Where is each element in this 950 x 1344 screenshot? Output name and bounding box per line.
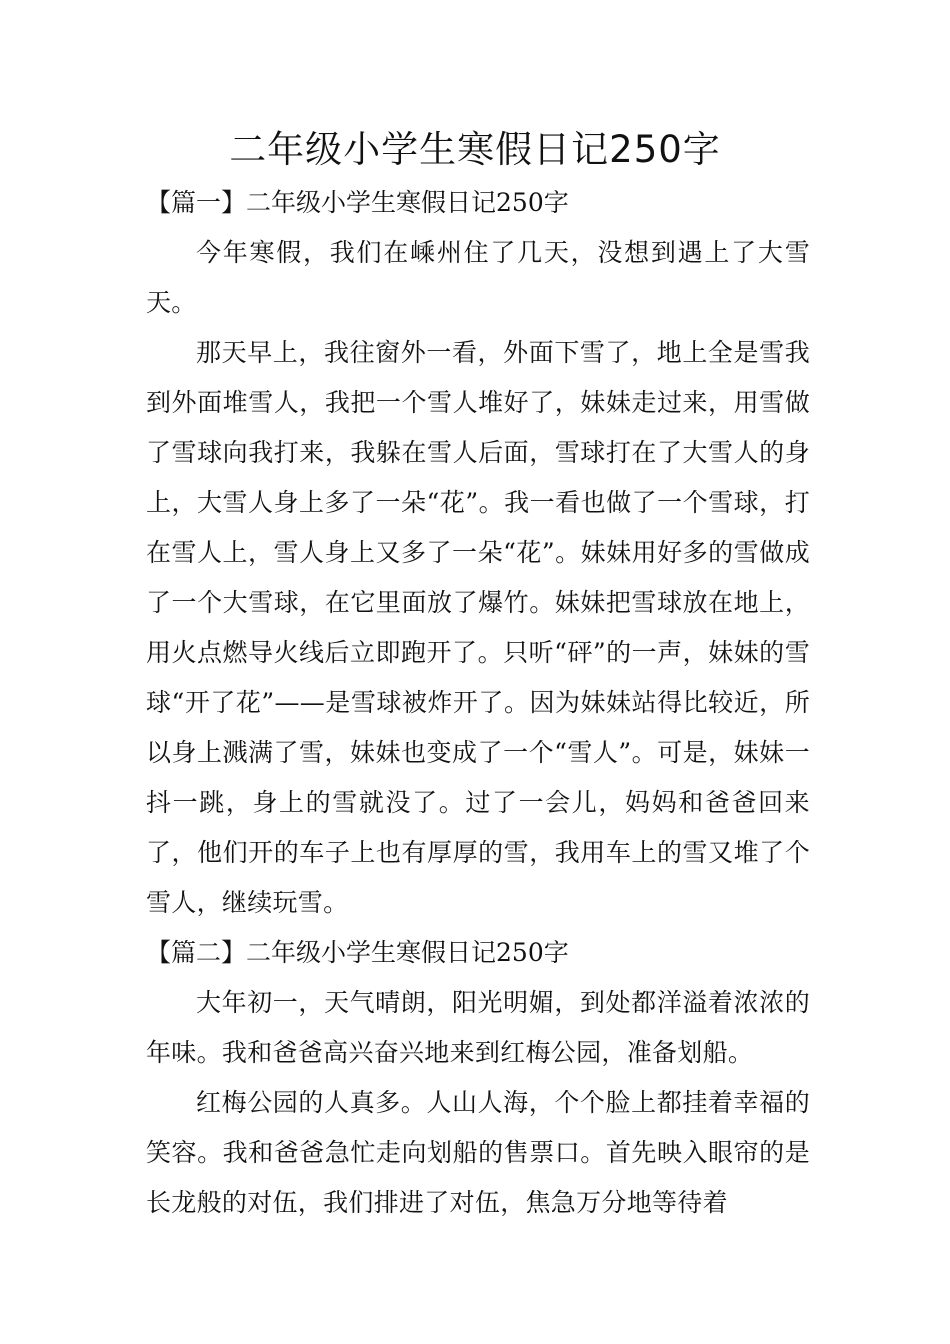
section-1 bbox=[146, 178, 810, 928]
section-heading: 【篇二】二年级小学生寒假日记250字 bbox=[146, 938, 569, 967]
document-body bbox=[146, 178, 810, 1228]
paragraph: 红梅公园的人真多。人山人海，个个脸上都挂着幸福的笑容。我和爸爸急忙走向划船的售票口。首先映入眼帘的是长龙般的对伍，我们排进了对伍，焦急万分地等待着 bbox=[146, 1088, 810, 1217]
page-title: 二年级小学生寒假日记250字 bbox=[229, 128, 721, 171]
paragraph: 今年寒假，我们在嵊州住了几天，没想到遇上了大雪天。 bbox=[146, 238, 810, 317]
paragraph: 大年初一，天气晴朗，阳光明媚，到处都洋溢着浓浓的年味。我和爸爸高兴奋兴地来到红梅公园，准备划船。 bbox=[146, 988, 810, 1067]
section-heading: 【篇一】二年级小学生寒假日记250字 bbox=[146, 188, 569, 217]
paragraph: 那天早上，我往窗外一看，外面下雪了，地上全是雪我到外面堆雪人，我把一个雪人堆好了，妹妹走过来，用雪做了雪球向我打来，我躲在雪人后面，雪球打在了大雪人的身上，大雪人身上多了一朵“花”。我一看也做了一个雪球，打在雪人上，雪人身上又多了一朵“花”。妹妹用好多的雪做成了一个大雪球，在它里面放了爆竹。妹妹把雪球放在地上，用火点燃导火线后立即跑开了。只听“砰”的一声，妹妹的雪球“开了花”——是雪球被炸开了。因为妹妹站得比较近，所以身上溅满了雪，妹妹也变成了一个“雪人”。可是，妹妹一抖一跳，身上的雪就没了。过了一会儿，妈妈和爸爸回来了，他们开的车子上也有厚厚的雪，我用车上的雪又堆了个雪人，继续玩雪。 bbox=[146, 338, 810, 917]
section-2 bbox=[146, 928, 810, 1228]
